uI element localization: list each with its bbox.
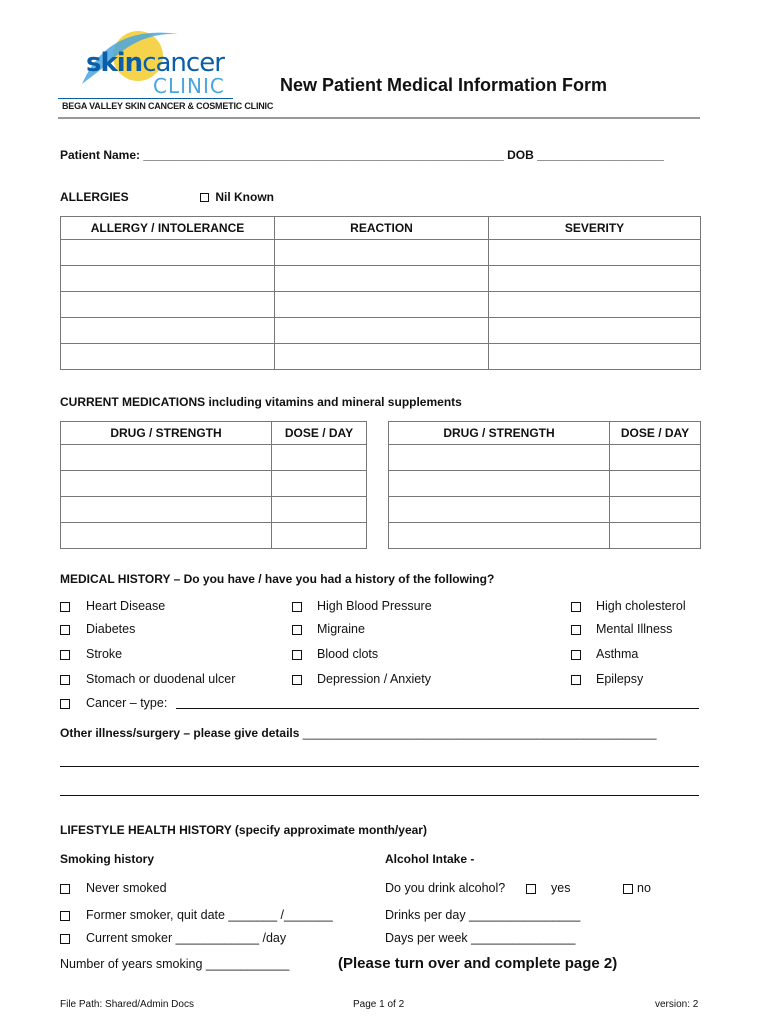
current-smoker-option[interactable] bbox=[60, 931, 286, 945]
table-cell[interactable] bbox=[275, 266, 489, 292]
table-cell[interactable] bbox=[272, 445, 367, 471]
option-label: Current smoker ____________ /day bbox=[86, 931, 287, 945]
checkbox[interactable] bbox=[60, 650, 70, 660]
medications-table-right bbox=[388, 421, 701, 549]
footer-file-path: File Path: Shared/Admin Docs bbox=[60, 999, 194, 1010]
other-illness-line-2[interactable] bbox=[60, 766, 699, 767]
checkbox[interactable] bbox=[60, 699, 70, 709]
history-option-ulcer[interactable] bbox=[60, 672, 235, 686]
history-option-mental-illness[interactable] bbox=[571, 622, 672, 636]
checkbox[interactable] bbox=[526, 884, 536, 894]
table-cell[interactable] bbox=[489, 318, 701, 344]
table-cell[interactable] bbox=[61, 497, 272, 523]
column-header: DOSE / DAY bbox=[610, 422, 701, 445]
nil-known-label: Nil Known bbox=[215, 190, 275, 204]
patient-name-row bbox=[60, 148, 664, 162]
page-title: New Patient Medical Information Form bbox=[280, 75, 608, 95]
table-row bbox=[389, 497, 701, 523]
table-cell[interactable] bbox=[61, 445, 272, 471]
table-cell[interactable] bbox=[275, 292, 489, 318]
table-row bbox=[61, 471, 367, 497]
table-header-row bbox=[389, 422, 701, 445]
table-row bbox=[61, 523, 367, 549]
table-cell[interactable] bbox=[61, 292, 275, 318]
table-row bbox=[61, 318, 701, 344]
checkbox[interactable] bbox=[60, 884, 70, 894]
table-row bbox=[61, 497, 367, 523]
option-label: Asthma bbox=[596, 647, 639, 661]
table-cell[interactable] bbox=[61, 240, 275, 266]
checkbox[interactable] bbox=[571, 602, 581, 612]
allergies-table bbox=[60, 216, 701, 370]
logo-text-cancer: cancer bbox=[142, 48, 224, 78]
option-label: Diabetes bbox=[86, 622, 136, 636]
days-per-week-field[interactable]: Days per week _______________ bbox=[385, 931, 576, 945]
table-cell[interactable] bbox=[389, 445, 610, 471]
table-cell[interactable] bbox=[61, 318, 275, 344]
column-header: DRUG / STRENGTH bbox=[61, 422, 272, 445]
table-cell[interactable] bbox=[610, 523, 701, 549]
turn-over-notice: (Please turn over and complete page 2) bbox=[338, 955, 618, 972]
history-option-migraine[interactable] bbox=[292, 622, 365, 636]
drinks-per-day-field[interactable]: Drinks per day ________________ bbox=[385, 908, 581, 922]
table-cell[interactable] bbox=[489, 292, 701, 318]
alcohol-yes-option[interactable] bbox=[526, 881, 570, 895]
option-label: Never smoked bbox=[86, 881, 167, 895]
history-option-high-blood-pressure[interactable] bbox=[292, 599, 432, 613]
table-cell[interactable] bbox=[61, 344, 275, 370]
table-row bbox=[61, 344, 701, 370]
other-illness-row bbox=[60, 726, 657, 740]
checkbox[interactable] bbox=[60, 911, 70, 921]
option-label: Blood clots bbox=[317, 647, 379, 661]
other-illness-field[interactable]: _____________________________________________________ bbox=[302, 726, 657, 740]
table-row bbox=[389, 523, 701, 549]
table-cell[interactable] bbox=[610, 445, 701, 471]
footer-page-number: Page 1 of 2 bbox=[353, 999, 405, 1010]
former-smoker-option[interactable] bbox=[60, 908, 333, 922]
table-cell[interactable] bbox=[389, 497, 610, 523]
table-row bbox=[61, 445, 367, 471]
medications-table-left bbox=[60, 421, 367, 549]
column-header: REACTION bbox=[275, 217, 489, 240]
table-row bbox=[389, 445, 701, 471]
history-option-stroke[interactable] bbox=[60, 647, 122, 661]
option-label: yes bbox=[551, 881, 571, 895]
medical-history-heading: MEDICAL HISTORY – Do you have / have you had a history of the following? bbox=[60, 572, 495, 586]
patient-name-field[interactable]: ______________________________________________________ bbox=[143, 148, 504, 162]
clinic-logo bbox=[58, 20, 274, 115]
other-illness-line-3[interactable] bbox=[60, 795, 699, 796]
checkbox[interactable] bbox=[60, 625, 70, 635]
checkbox[interactable] bbox=[571, 650, 581, 660]
table-cell[interactable] bbox=[272, 471, 367, 497]
history-option-blood-clots[interactable] bbox=[292, 647, 378, 661]
logo-text-skin: skin bbox=[86, 48, 143, 78]
nil-known-checkbox[interactable] bbox=[200, 193, 209, 202]
column-header: DOSE / DAY bbox=[272, 422, 367, 445]
checkbox[interactable] bbox=[60, 602, 70, 612]
other-illness-label: Other illness/surgery – please give details bbox=[60, 726, 303, 740]
table-row bbox=[61, 266, 701, 292]
history-option-diabetes[interactable] bbox=[60, 622, 135, 636]
never-smoked-option[interactable] bbox=[60, 881, 167, 895]
checkbox[interactable] bbox=[292, 602, 302, 612]
dob-label: DOB bbox=[507, 148, 538, 162]
table-cell[interactable] bbox=[489, 266, 701, 292]
option-label: Heart Disease bbox=[86, 599, 166, 613]
drink-alcohol-question: Do you drink alcohol? bbox=[385, 881, 506, 895]
checkbox[interactable] bbox=[623, 884, 633, 894]
history-option-heart-disease[interactable] bbox=[60, 599, 165, 613]
table-cell[interactable] bbox=[61, 471, 272, 497]
option-label: Mental Illness bbox=[596, 622, 673, 636]
patient-name-label: Patient Name: bbox=[60, 148, 144, 162]
alcohol-heading: Alcohol Intake - bbox=[385, 852, 475, 866]
table-cell[interactable] bbox=[272, 497, 367, 523]
dob-field[interactable]: ___________________ bbox=[537, 148, 664, 162]
years-smoking-field[interactable]: Number of years smoking ____________ bbox=[60, 957, 290, 971]
checkbox[interactable] bbox=[60, 675, 70, 685]
column-header: DRUG / STRENGTH bbox=[389, 422, 610, 445]
option-label: Former smoker, quit date _______ /_______ bbox=[86, 908, 333, 922]
table-row bbox=[61, 292, 701, 318]
checkbox[interactable] bbox=[292, 650, 302, 660]
title-divider bbox=[58, 117, 700, 119]
history-option-epilepsy[interactable] bbox=[571, 672, 643, 686]
column-header: SEVERITY bbox=[489, 217, 701, 240]
alcohol-no-option[interactable] bbox=[623, 881, 651, 895]
column-header: ALLERGY / INTOLERANCE bbox=[61, 217, 275, 240]
table-cell[interactable] bbox=[272, 523, 367, 549]
option-label: Cancer – type: bbox=[86, 696, 168, 710]
option-label: High Blood Pressure bbox=[317, 599, 432, 613]
option-label: Epilepsy bbox=[596, 672, 644, 686]
checkbox[interactable] bbox=[292, 625, 302, 635]
table-cell[interactable] bbox=[489, 240, 701, 266]
table-row bbox=[61, 240, 701, 266]
logo-text-clinic: CLINIC bbox=[153, 74, 225, 98]
checkbox[interactable] bbox=[571, 625, 581, 635]
table-cell[interactable] bbox=[389, 523, 610, 549]
table-cell[interactable] bbox=[61, 523, 272, 549]
option-label: Stomach or duodenal ulcer bbox=[86, 672, 236, 686]
history-option-high-cholesterol[interactable] bbox=[571, 599, 686, 613]
table-cell[interactable] bbox=[389, 471, 610, 497]
nil-known-option[interactable] bbox=[200, 190, 274, 204]
table-cell[interactable] bbox=[610, 471, 701, 497]
table-header-row bbox=[61, 217, 701, 240]
cancer-type-field[interactable] bbox=[176, 708, 699, 709]
option-label: Depression / Anxiety bbox=[317, 672, 431, 686]
table-cell[interactable] bbox=[61, 266, 275, 292]
table-cell[interactable] bbox=[275, 318, 489, 344]
logo-subtitle: BEGA VALLEY SKIN CANCER & COSMETIC CLINIC bbox=[62, 101, 274, 111]
option-label: Migraine bbox=[317, 622, 365, 636]
history-option-asthma[interactable] bbox=[571, 647, 638, 661]
allergies-heading: ALLERGIES bbox=[60, 190, 129, 204]
table-cell[interactable] bbox=[489, 344, 701, 370]
option-label: Stroke bbox=[86, 647, 123, 661]
table-cell[interactable] bbox=[275, 240, 489, 266]
table-row bbox=[389, 471, 701, 497]
history-option-cancer[interactable] bbox=[60, 696, 167, 710]
checkbox[interactable] bbox=[60, 934, 70, 944]
medications-heading: CURRENT MEDICATIONS including vitamins and mineral supplements bbox=[60, 395, 462, 409]
lifestyle-heading: LIFESTYLE HEALTH HISTORY (specify approximate month/year) bbox=[60, 823, 427, 837]
table-header-row bbox=[61, 422, 367, 445]
option-label: High cholesterol bbox=[596, 599, 686, 613]
smoking-heading: Smoking history bbox=[60, 852, 155, 866]
table-cell[interactable] bbox=[275, 344, 489, 370]
table-cell[interactable] bbox=[610, 497, 701, 523]
option-label: no bbox=[637, 881, 651, 895]
footer-version: version: 2 bbox=[655, 999, 699, 1010]
checkbox[interactable] bbox=[571, 675, 581, 685]
checkbox[interactable] bbox=[292, 675, 302, 685]
history-option-depression[interactable] bbox=[292, 672, 431, 686]
